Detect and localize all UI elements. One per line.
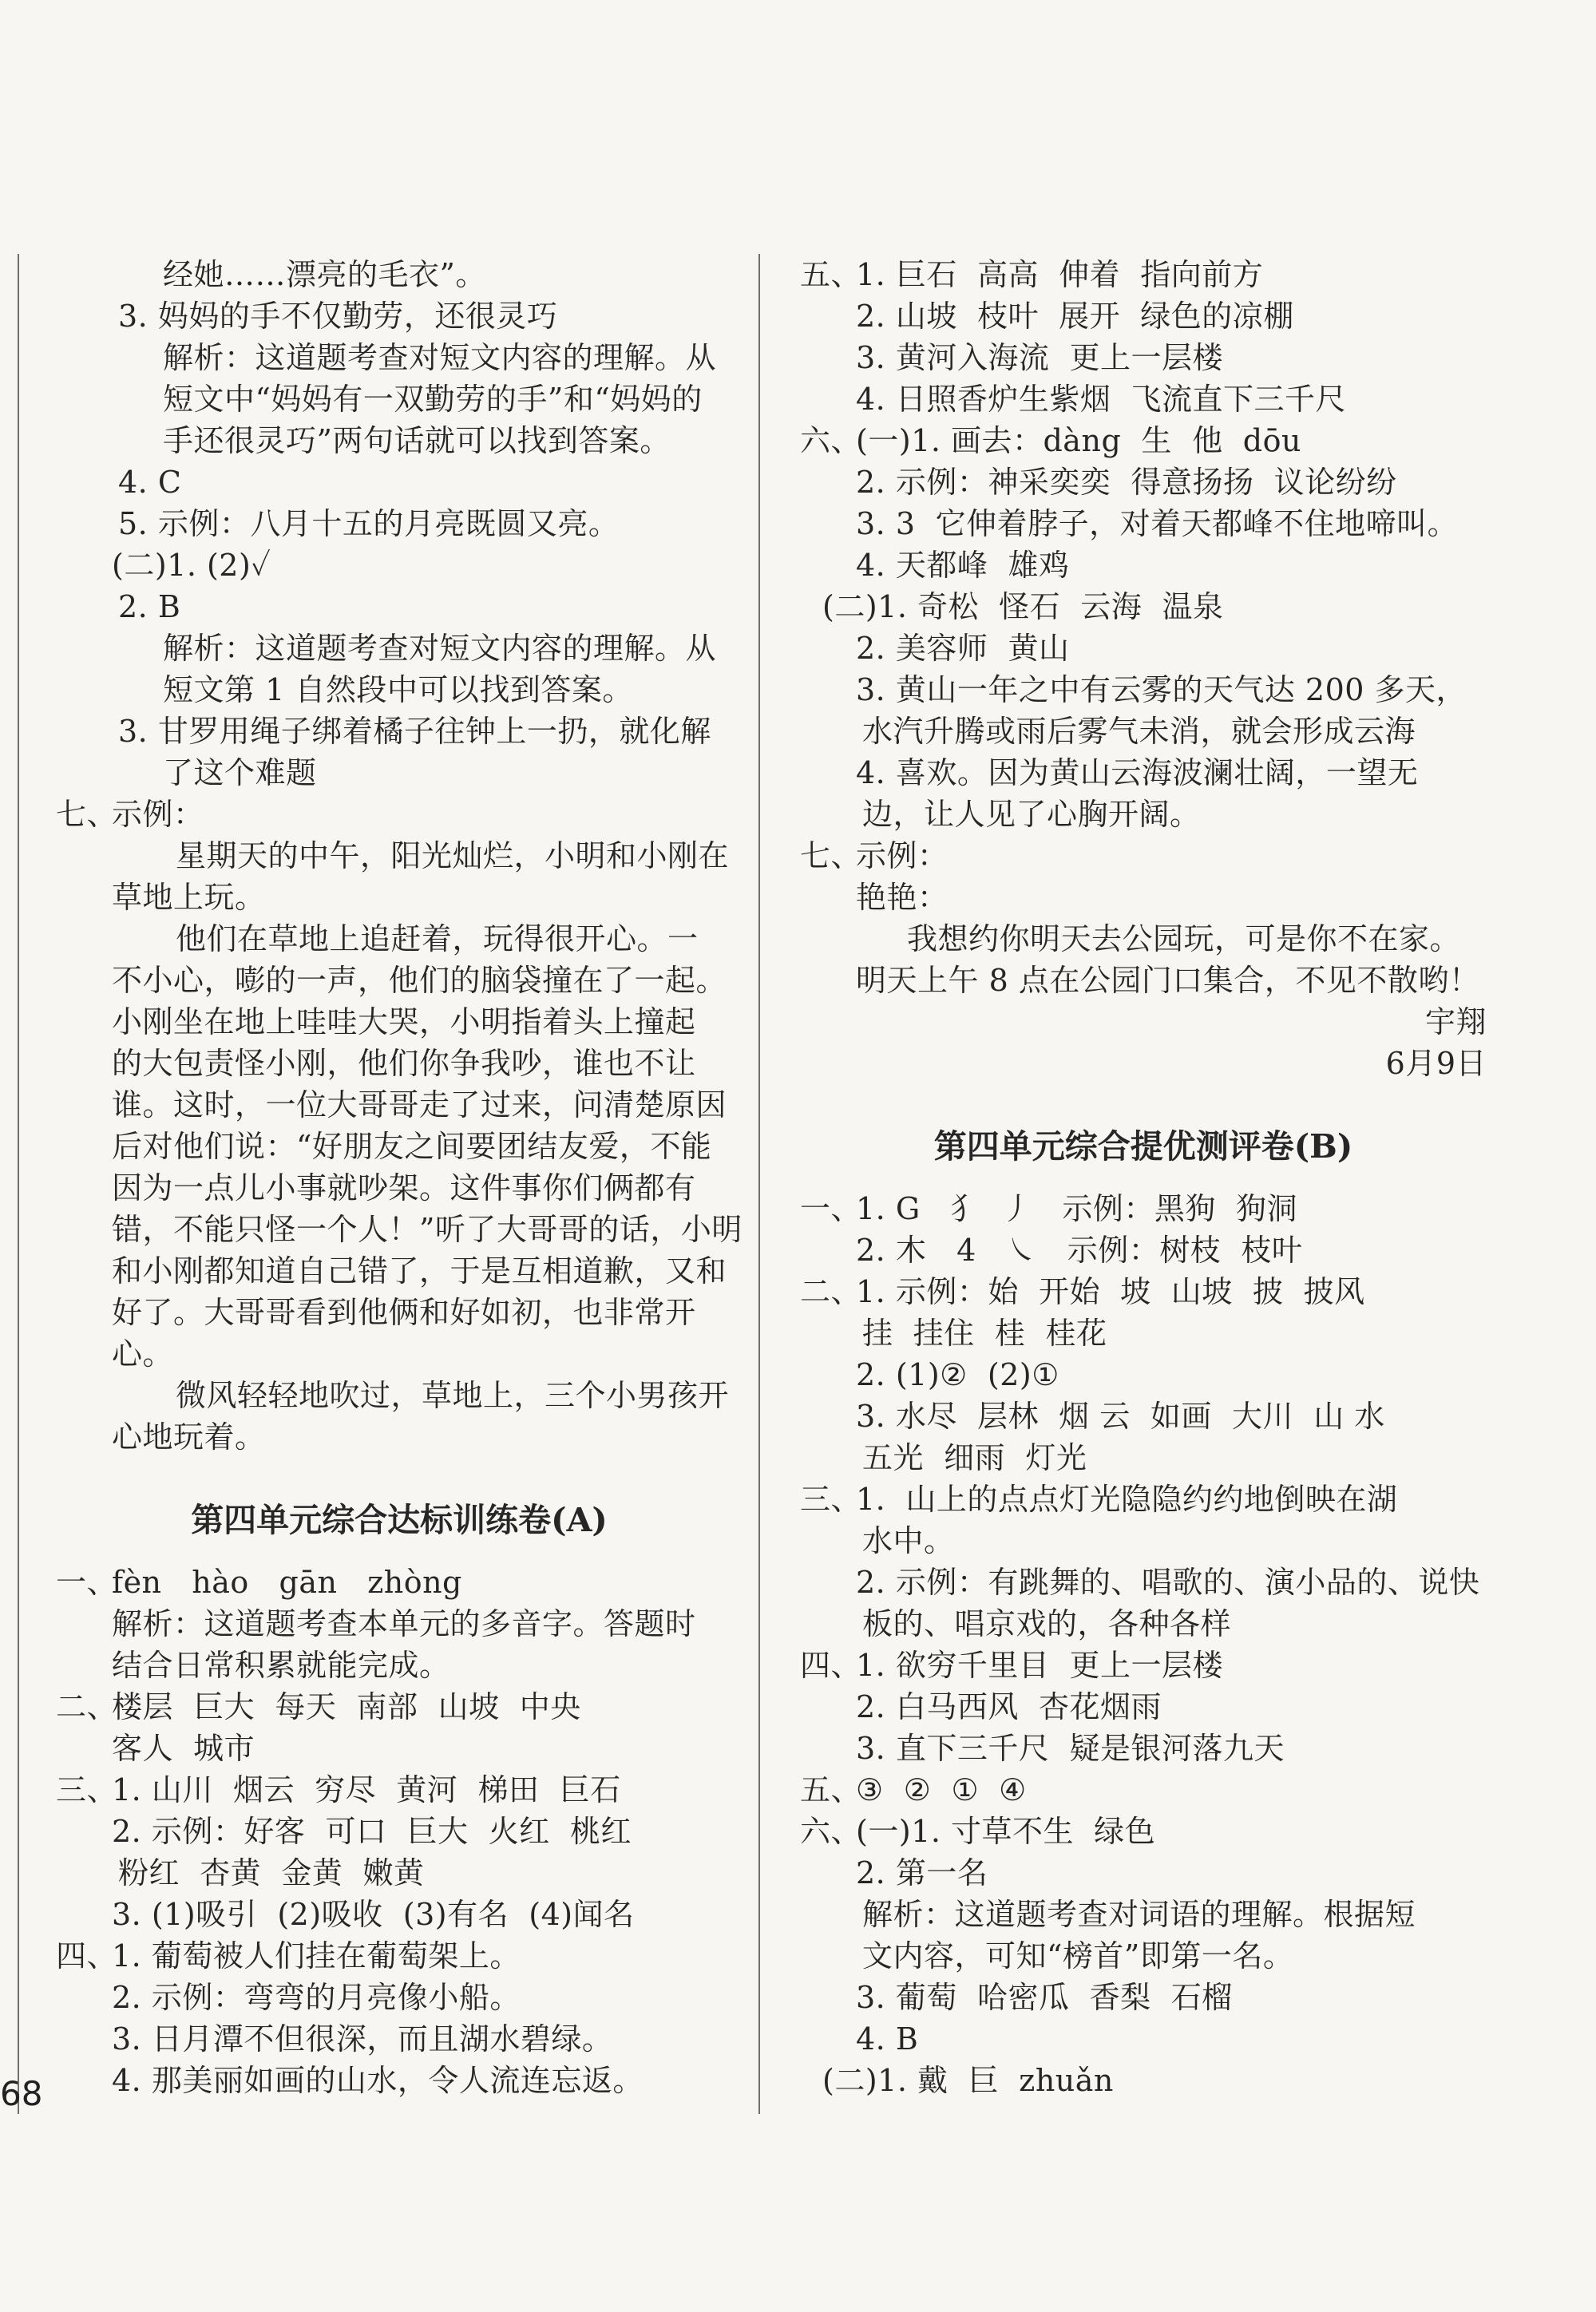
answer-text: 楼层 巨大 每天 南部 山坡 中央 bbox=[112, 1689, 581, 1724]
answer-line bbox=[56, 1333, 743, 1375]
answer-line bbox=[800, 1769, 1487, 1811]
answer-line bbox=[800, 1811, 1487, 1852]
spacer bbox=[56, 1458, 743, 1499]
answer-text: 我想约你明天去公园玩，可是你不在家。 bbox=[907, 921, 1461, 956]
answer-text: 小刚坐在地上哇哇大哭，小明指着头上撞起 bbox=[112, 1004, 696, 1039]
answer-text: 3. 黄河入海流 更上一层楼 bbox=[856, 340, 1223, 375]
answer-text: 客人 城市 bbox=[112, 1731, 255, 1766]
answer-text: 2. (1)② (2)① bbox=[856, 1357, 1059, 1392]
answer-line bbox=[800, 877, 1487, 918]
answer-line bbox=[56, 1416, 743, 1458]
answer-line bbox=[800, 918, 1487, 960]
answer-text: 水中。 bbox=[862, 1523, 955, 1558]
answer-text: 3. 直下三千尺 疑是银河落九天 bbox=[856, 1731, 1285, 1766]
answer-line bbox=[56, 2018, 743, 2060]
answer-line bbox=[800, 544, 1487, 586]
answer-text: 2. 示例：好客 可口 巨大 火红 桃红 bbox=[112, 1814, 632, 1849]
answer-text: 1. 欲穷千里目 更上一层楼 bbox=[856, 1648, 1223, 1683]
answer-text: (二)1. 戴 巨 zhuǎn bbox=[822, 2063, 1114, 2098]
answer-text: 边，让人见了心胸开阔。 bbox=[862, 797, 1201, 832]
answer-text: 文内容，可知“榜首”即第一名。 bbox=[862, 1938, 1294, 1974]
answer-line bbox=[800, 1312, 1487, 1354]
answer-line bbox=[800, 1562, 1487, 1603]
section-number: 七、 bbox=[800, 838, 862, 873]
answer-text: 粉红 杏黄 金黄 嫩黄 bbox=[118, 1855, 425, 1890]
answer-text: 明天上午 8 点在公园门口集合，不见不散哟！ bbox=[856, 963, 1480, 998]
answer-text: 1. 示例：始 开始 坡 山坡 披 披风 bbox=[856, 1274, 1365, 1309]
answer-line bbox=[56, 794, 743, 835]
answer-line bbox=[800, 1894, 1487, 1935]
answer-line bbox=[56, 1977, 743, 2018]
section-number: 六、 bbox=[800, 423, 862, 458]
answer-text: 了这个难题 bbox=[163, 755, 317, 790]
answer-line bbox=[56, 503, 743, 544]
answer-text: 2. B bbox=[118, 589, 181, 624]
answer-line bbox=[56, 1250, 743, 1292]
answer-line bbox=[800, 1852, 1487, 1894]
answer-text: 2. 示例：有跳舞的、唱歌的、演小品的、说快 bbox=[856, 1565, 1480, 1600]
answer-line bbox=[56, 544, 743, 586]
answer-text: 后对他们说：“好朋友之间要团结友爱，不能 bbox=[112, 1129, 712, 1164]
answer-text: 解析：这道题考查对短文内容的理解。从 bbox=[163, 340, 717, 375]
section-number: 三、 bbox=[800, 1482, 862, 1517]
answer-line bbox=[800, 295, 1487, 337]
answer-line bbox=[800, 254, 1487, 295]
answer-text: 经她……漂亮的毛衣”。 bbox=[163, 257, 486, 292]
answer-text: (一)1. 寸草不生 绿色 bbox=[856, 1814, 1156, 1849]
answer-text: 五光 细雨 灯光 bbox=[862, 1440, 1087, 1475]
answer-line bbox=[800, 1935, 1487, 1977]
answer-line bbox=[800, 1977, 1487, 2018]
answer-line bbox=[56, 337, 743, 378]
answer-text: 艳艳： bbox=[856, 880, 948, 915]
column-divider bbox=[758, 254, 760, 2114]
section-number: 三、 bbox=[56, 1772, 118, 1807]
answer-line bbox=[800, 711, 1487, 752]
answer-line bbox=[800, 1603, 1487, 1645]
answer-line bbox=[800, 835, 1487, 877]
answer-text: 解析：这道题考查对短文内容的理解。从 bbox=[163, 631, 717, 666]
answer-text: 示例： bbox=[112, 797, 204, 832]
answer-text: 他们在草地上追赶着，玩得很开心。一 bbox=[176, 921, 699, 956]
section-number: 五、 bbox=[800, 1772, 862, 1807]
answer-text: 1. 山上的点点灯光隐隐约约地倒映在湖 bbox=[856, 1482, 1398, 1517]
answer-text: 1. 山川 烟云 穷尽 黄河 梯田 巨石 bbox=[112, 1772, 621, 1807]
answer-text: (一)1. 画去：dàng 生 他 dōu bbox=[856, 423, 1301, 458]
answer-line bbox=[800, 627, 1487, 669]
answer-line bbox=[56, 378, 743, 420]
answer-line bbox=[56, 1811, 743, 1852]
answer-text: 示例： bbox=[856, 838, 948, 873]
answer-line bbox=[56, 1935, 743, 1977]
answer-text: (二)1. (2)✓ bbox=[112, 548, 271, 583]
answer-line bbox=[56, 1292, 743, 1333]
answer-text: 3. 甘罗用绳子绑着橘子往钟上一扔，就化解 bbox=[118, 714, 711, 749]
answer-line bbox=[800, 1520, 1487, 1562]
answer-text: 星期天的中午，阳光灿烂，小明和小刚在 bbox=[176, 838, 730, 873]
answer-line bbox=[800, 1396, 1487, 1437]
answer-line bbox=[800, 586, 1487, 627]
answer-text: 微风轻轻地吹过，草地上，三个小男孩开 bbox=[176, 1378, 730, 1413]
spacer bbox=[800, 1167, 1487, 1188]
spacer bbox=[800, 1084, 1487, 1126]
right-column bbox=[800, 254, 1487, 2101]
letter-signature: 宇翔 bbox=[1424, 1004, 1487, 1039]
answer-line bbox=[56, 1001, 743, 1043]
answer-text: 3. 葡萄 哈密瓜 香梨 石榴 bbox=[856, 1980, 1233, 2015]
answer-text: 3. 黄山一年之中有云雾的天气达 200 多天， bbox=[856, 672, 1467, 707]
answer-line bbox=[800, 669, 1487, 711]
answer-text: 结合日常积累就能完成。 bbox=[112, 1648, 450, 1683]
answer-line bbox=[56, 1209, 743, 1250]
answer-line bbox=[56, 627, 743, 669]
answer-line bbox=[56, 877, 743, 918]
spacer bbox=[56, 1541, 743, 1562]
answer-line bbox=[800, 461, 1487, 503]
section-number: 二、 bbox=[800, 1274, 862, 1309]
section-heading: 第四单元综合达标训练卷(A) bbox=[191, 1501, 608, 1539]
answer-line bbox=[800, 794, 1487, 835]
answer-line bbox=[56, 420, 743, 461]
answer-line bbox=[800, 2018, 1487, 2060]
answer-line bbox=[56, 1645, 743, 1686]
section-number: 五、 bbox=[800, 257, 862, 292]
answer-line bbox=[56, 1894, 743, 1935]
answer-line bbox=[56, 295, 743, 337]
answer-text: 4. C bbox=[118, 465, 182, 500]
answer-line bbox=[56, 1126, 743, 1167]
answer-line bbox=[800, 1354, 1487, 1396]
answer-text: 4. 日照香炉生紫烟 飞流直下三千尺 bbox=[856, 382, 1346, 417]
answer-line bbox=[56, 586, 743, 627]
answer-text: (二)1. 奇松 怪石 云海 温泉 bbox=[822, 589, 1224, 624]
answer-text: 2. 白马西风 杏花烟雨 bbox=[856, 1689, 1162, 1724]
answer-line bbox=[800, 960, 1487, 1001]
answer-text: 5. 示例：八月十五的月亮既圆又亮。 bbox=[118, 506, 620, 541]
answer-line bbox=[800, 1271, 1487, 1312]
answer-line bbox=[800, 1188, 1487, 1229]
answer-text: fèn hào gān zhòng bbox=[112, 1565, 462, 1600]
answer-line bbox=[800, 752, 1487, 794]
section-number: 六、 bbox=[800, 1814, 862, 1849]
answer-text: 2. 第一名 bbox=[856, 1855, 988, 1890]
answer-line bbox=[800, 420, 1487, 461]
section-number: 四、 bbox=[800, 1648, 862, 1683]
answer-text: 4. B bbox=[856, 2021, 919, 2057]
answer-line bbox=[56, 1603, 743, 1645]
answer-text: 草地上玩。 bbox=[112, 880, 266, 915]
answer-line bbox=[56, 1686, 743, 1728]
answer-line bbox=[800, 1645, 1487, 1686]
section-heading: 第四单元综合提优测评卷(B) bbox=[933, 1127, 1353, 1166]
answer-line bbox=[56, 1852, 743, 1894]
answer-text: 谁。这时，一位大哥哥走了过来，问清楚原因 bbox=[112, 1087, 727, 1122]
answer-text: 解析：这道题考查本单元的多音字。答题时 bbox=[112, 1606, 696, 1641]
answer-line bbox=[56, 1728, 743, 1769]
section-number: 一、 bbox=[800, 1191, 862, 1226]
answer-text: 挂 挂住 桂 桂花 bbox=[862, 1316, 1107, 1351]
answer-text: 和小刚都知道自己错了，于是互相道歉，又和 bbox=[112, 1253, 727, 1289]
answer-line bbox=[56, 461, 743, 503]
answer-text: 3. 日月潭不但很深，而且湖水碧绿。 bbox=[112, 2021, 613, 2057]
answer-text: ③ ② ① ④ bbox=[856, 1772, 1027, 1807]
answer-line bbox=[56, 835, 743, 877]
answer-text: 4. 喜欢。因为黄山云海波澜壮阔，一望无 bbox=[856, 755, 1419, 790]
answer-text: 水汽升腾或雨后雾气未消，就会形成云海 bbox=[862, 714, 1416, 749]
answer-line bbox=[56, 1562, 743, 1603]
left-margin-rule bbox=[18, 254, 19, 2114]
answer-text: 2. 美容师 黄山 bbox=[856, 631, 1070, 666]
answer-text: 2. 山坡 枝叶 展开 绿色的凉棚 bbox=[856, 299, 1294, 334]
answer-line bbox=[800, 503, 1487, 544]
answer-line bbox=[56, 1769, 743, 1811]
answer-line bbox=[56, 1375, 743, 1416]
answer-text: 因为一点儿小事就吵架。这件事你们俩都有 bbox=[112, 1170, 696, 1205]
answer-text: 1. G 犭 丿 示例：黑狗 狗洞 bbox=[856, 1191, 1297, 1226]
answer-line bbox=[56, 711, 743, 752]
answer-text: 3. 3 它伸着脖子，对着天都峰不住地啼叫。 bbox=[856, 506, 1459, 541]
answer-line bbox=[56, 1084, 743, 1126]
answer-line bbox=[800, 1686, 1487, 1728]
answer-line bbox=[800, 1479, 1487, 1520]
answer-line bbox=[56, 960, 743, 1001]
answer-text: 心。 bbox=[112, 1336, 174, 1372]
section-number: 一、 bbox=[56, 1565, 118, 1600]
answer-line bbox=[800, 2060, 1487, 2101]
answer-text: 1. 葡萄被人们挂在葡萄架上。 bbox=[112, 1938, 521, 1974]
answer-line bbox=[56, 2060, 743, 2101]
answer-text: 3. 妈妈的手不仅勤劳，还很灵巧 bbox=[118, 299, 558, 334]
answer-line bbox=[800, 337, 1487, 378]
answer-line bbox=[56, 669, 743, 711]
answer-text: 手还很灵巧”两句话就可以找到答案。 bbox=[163, 423, 671, 458]
answer-line bbox=[56, 918, 743, 960]
answer-line bbox=[800, 1229, 1487, 1271]
answer-text: 心地玩着。 bbox=[112, 1419, 266, 1455]
answer-line bbox=[56, 254, 743, 295]
answer-text: 不小心，嘭的一声，他们的脑袋撞在了一起。 bbox=[112, 963, 727, 998]
answer-text: 2. 示例：神采奕奕 得意扬扬 议论纷纷 bbox=[856, 465, 1397, 500]
answer-line bbox=[800, 1437, 1487, 1479]
answer-text: 1. 巨石 高高 伸着 指向前方 bbox=[856, 257, 1264, 292]
answer-line bbox=[800, 378, 1487, 420]
letter-date: 6月9日 bbox=[1385, 1046, 1487, 1081]
answer-text: 3. (1)吸引 (2)吸收 (3)有名 (4)闻名 bbox=[112, 1897, 635, 1932]
answer-line bbox=[56, 752, 743, 794]
answer-text: 板的、唱京戏的，各种各样 bbox=[862, 1606, 1232, 1641]
answer-text: 的大包责怪小刚，他们你争我吵，谁也不让 bbox=[112, 1046, 696, 1081]
left-column bbox=[56, 254, 743, 2101]
section-number: 二、 bbox=[56, 1689, 118, 1724]
answer-text: 错，不能只怪一个人！”听了大哥哥的话，小明 bbox=[112, 1212, 743, 1247]
answer-text: 短文第 1 自然段中可以找到答案。 bbox=[163, 672, 633, 707]
section-number: 七、 bbox=[56, 797, 118, 832]
answer-text: 好了。大哥哥看到他俩和好如初，也非常开 bbox=[112, 1295, 696, 1330]
page-number: 68 bbox=[0, 2074, 43, 2113]
answer-line bbox=[56, 1167, 743, 1209]
answer-text: 4. 那美丽如画的山水，令人流连忘返。 bbox=[112, 2063, 644, 2098]
section-number: 四、 bbox=[56, 1938, 118, 1974]
answer-text: 2. 示例：弯弯的月亮像小船。 bbox=[112, 1980, 521, 2015]
answer-text: 短文中“妈妈有一双勤劳的手”和“妈妈的 bbox=[163, 382, 703, 417]
answer-text: 3. 水尽 层林 烟 云 如画 大川 山 水 bbox=[856, 1399, 1385, 1434]
answer-text: 解析：这道题考查对词语的理解。根据短 bbox=[862, 1897, 1416, 1932]
answer-line bbox=[800, 1728, 1487, 1769]
answer-text: 2. 木 4 ㇏ 示例：树枝 枝叶 bbox=[856, 1233, 1303, 1268]
answer-text: 4. 天都峰 雄鸡 bbox=[856, 548, 1070, 583]
answer-line bbox=[56, 1043, 743, 1084]
